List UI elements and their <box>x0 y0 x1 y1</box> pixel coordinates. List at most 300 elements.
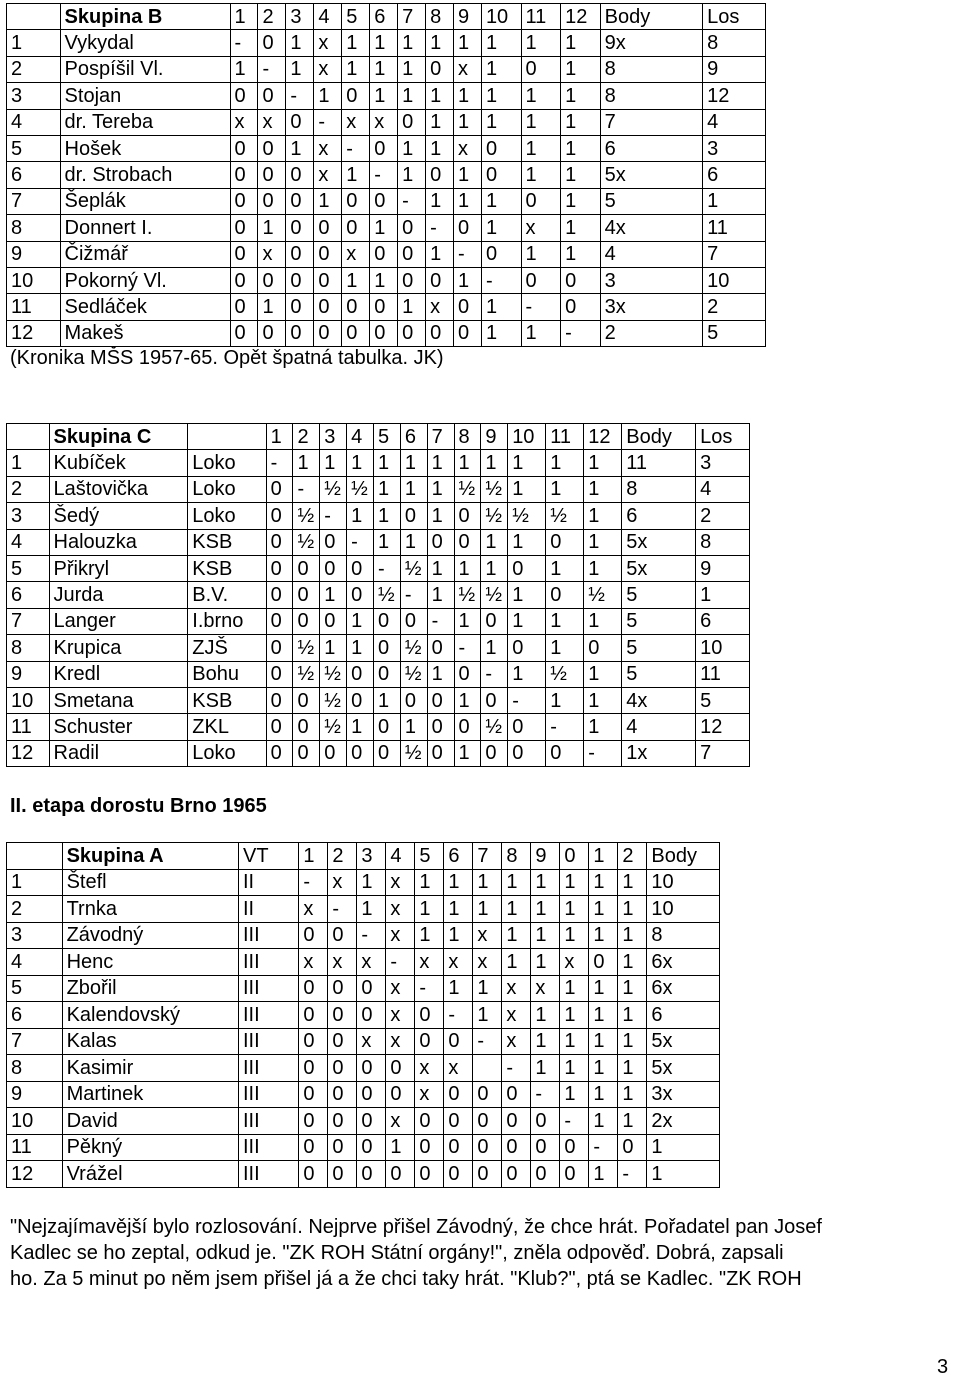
table-cell: 0 <box>560 1161 589 1188</box>
header-cell: 8 <box>426 4 454 30</box>
table-cell: 4 <box>703 109 766 135</box>
table-cell: 1 <box>398 135 426 161</box>
table-cell: 1 <box>531 922 560 949</box>
table-cell: 0 <box>299 1161 328 1188</box>
table-cell: 10 <box>696 635 750 661</box>
table-cell: III <box>239 1028 299 1055</box>
table-cell: 8 <box>7 1055 63 1082</box>
table-cell: 1 <box>521 162 561 188</box>
header-cell: 3 <box>320 424 347 450</box>
table-cell: 0 <box>454 294 482 320</box>
table-cell: 1 <box>561 30 601 56</box>
group-a-table <box>6 842 720 1188</box>
table-cell: - <box>415 975 444 1002</box>
table-cell: 0 <box>299 975 328 1002</box>
header-cell: 11 <box>521 4 561 30</box>
table-header-row <box>7 424 750 450</box>
table-cell: 1 <box>293 450 320 476</box>
table-cell: 7 <box>696 740 750 766</box>
table-cell: Pospíšil Vl. <box>60 56 230 82</box>
table-cell: B.V. <box>188 582 266 608</box>
table-cell: 1 <box>584 529 622 555</box>
table-cell: 1 <box>502 922 531 949</box>
table-cell: 1 <box>546 450 584 476</box>
table-cell: 0 <box>357 1081 386 1108</box>
table-cell: ½ <box>320 476 347 502</box>
table-cell: 0 <box>286 215 314 241</box>
table-cell: 1 <box>473 896 502 923</box>
table-cell: 4x <box>600 215 702 241</box>
table-cell: Langer <box>49 608 188 634</box>
table-cell: - <box>521 294 561 320</box>
table-cell: 0 <box>293 714 320 740</box>
table-cell: 0 <box>328 1108 357 1135</box>
table-cell: 0 <box>286 188 314 214</box>
table-cell: 12 <box>703 83 766 109</box>
table-cell: 0 <box>561 294 601 320</box>
table-cell: 0 <box>426 56 454 82</box>
table-row <box>7 294 766 320</box>
header-cell: 4 <box>347 424 374 450</box>
table-cell: Kubíček <box>49 450 188 476</box>
table-cell: 11 <box>622 450 696 476</box>
table-cell: III <box>239 1002 299 1029</box>
header-cell: 8 <box>502 843 531 870</box>
header-cell: Skupina B <box>60 4 230 30</box>
table-cell: x <box>502 975 531 1002</box>
table-cell: 0 <box>415 1161 444 1188</box>
table-cell: Trnka <box>62 896 238 923</box>
table-cell: 1 <box>561 56 601 82</box>
table-cell: 0 <box>531 1161 560 1188</box>
table-row <box>7 869 720 896</box>
table-cell: 1 <box>589 1002 618 1029</box>
table-cell: 8 <box>600 56 702 82</box>
table-cell: 1 <box>314 83 342 109</box>
table-row <box>7 949 720 976</box>
table-header-row <box>7 843 720 870</box>
table-cell: 0 <box>258 30 286 56</box>
table-cell: 1 <box>286 135 314 161</box>
table-cell: 1 <box>584 476 622 502</box>
header-cell: 1 <box>266 424 293 450</box>
header-cell: 10 <box>508 424 546 450</box>
table-cell: 0 <box>481 162 521 188</box>
table-cell: 2 <box>600 320 702 346</box>
table-cell: 1 <box>531 869 560 896</box>
table-cell: 0 <box>299 922 328 949</box>
header-cell: 12 <box>584 424 622 450</box>
table-cell: 1 <box>427 476 454 502</box>
table-cell: x <box>299 949 328 976</box>
table-cell: 1 <box>589 1108 618 1135</box>
table-row <box>7 162 766 188</box>
table-cell: 0 <box>398 215 426 241</box>
table-cell: 0 <box>314 241 342 267</box>
table-cell: Stojan <box>60 83 230 109</box>
table-row <box>7 922 720 949</box>
table-cell: 1 <box>521 109 561 135</box>
table-row <box>7 582 750 608</box>
table-row <box>7 896 720 923</box>
table-cell: 0 <box>508 714 546 740</box>
table-cell: 1 <box>473 869 502 896</box>
table-cell: Krupica <box>49 635 188 661</box>
table-cell: 1 <box>560 1081 589 1108</box>
table-cell: x <box>357 1028 386 1055</box>
table-cell: ½ <box>293 503 320 529</box>
table-cell: 0 <box>400 503 427 529</box>
table-cell: 5 <box>622 635 696 661</box>
table-cell: 1 <box>454 109 482 135</box>
table-cell: 0 <box>454 320 482 346</box>
table-cell: 1 <box>481 294 521 320</box>
table-cell: ½ <box>373 582 400 608</box>
table-cell: - <box>342 135 370 161</box>
table-row <box>7 1081 720 1108</box>
table-cell: - <box>373 555 400 581</box>
table-cell: 0 <box>357 1108 386 1135</box>
table-cell: 9 <box>7 241 61 267</box>
table-cell: 0 <box>454 503 481 529</box>
table-cell: 0 <box>508 555 546 581</box>
table-cell: 0 <box>415 1002 444 1029</box>
table-cell: 0 <box>258 188 286 214</box>
table-cell: 1 <box>560 1055 589 1082</box>
table-cell: ½ <box>400 661 427 687</box>
table-cell: ½ <box>546 503 584 529</box>
table-row <box>7 267 766 293</box>
table-cell: x <box>328 949 357 976</box>
table-cell: 3 <box>7 922 63 949</box>
table-cell: x <box>314 135 342 161</box>
table-cell: 1x <box>622 740 696 766</box>
table-cell: 0 <box>342 83 370 109</box>
table-cell: 1 <box>370 215 398 241</box>
table-cell: Bohu <box>188 661 266 687</box>
table-cell: Donnert I. <box>60 215 230 241</box>
table-cell: 6 <box>647 1002 720 1029</box>
table-cell: 0 <box>508 635 546 661</box>
table-cell: 1 <box>531 949 560 976</box>
table-cell: 10 <box>647 896 720 923</box>
table-cell: - <box>473 1028 502 1055</box>
table-cell: 1 <box>589 1055 618 1082</box>
table-cell: 6x <box>647 949 720 976</box>
table-cell: 5 <box>7 555 50 581</box>
header-cell: 7 <box>473 843 502 870</box>
table-cell: - <box>546 714 584 740</box>
table-cell: 0 <box>230 241 258 267</box>
table-cell: 7 <box>7 608 50 634</box>
table-cell: x <box>444 1055 473 1082</box>
table-cell: 1 <box>370 83 398 109</box>
table-row <box>7 30 766 56</box>
table-cell: 1 <box>481 109 521 135</box>
table-cell: 1 <box>546 555 584 581</box>
table-cell: 0 <box>546 529 584 555</box>
table-cell: - <box>258 56 286 82</box>
table-cell: Závodný <box>62 922 238 949</box>
table-cell: 0 <box>320 529 347 555</box>
table-cell: 4 <box>600 241 702 267</box>
table-cell: 0 <box>546 740 584 766</box>
table-cell: ½ <box>400 635 427 661</box>
table-cell: x <box>386 1002 415 1029</box>
table-cell: 5 <box>622 661 696 687</box>
table-cell: 1 <box>508 582 546 608</box>
table-cell: 1 <box>589 975 618 1002</box>
table-cell: - <box>454 241 482 267</box>
table-cell: II <box>239 896 299 923</box>
table-cell: 1 <box>454 267 482 293</box>
table-cell: 1 <box>618 1028 647 1055</box>
header-cell: 8 <box>454 424 481 450</box>
table-cell: 1 <box>589 922 618 949</box>
table-cell: 1 <box>454 188 482 214</box>
table-row <box>7 320 766 346</box>
table-cell: Kalas <box>62 1028 238 1055</box>
table-cell: 5x <box>647 1028 720 1055</box>
table-cell: ½ <box>454 582 481 608</box>
table-cell: 1 <box>427 555 454 581</box>
table-cell: 2 <box>7 476 50 502</box>
table-cell: x <box>560 949 589 976</box>
table-cell: 0 <box>373 714 400 740</box>
header-cell: 6 <box>400 424 427 450</box>
table-cell: 0 <box>357 975 386 1002</box>
table-cell: 0 <box>299 1081 328 1108</box>
table-cell: 0 <box>328 975 357 1002</box>
table-cell: 0 <box>286 162 314 188</box>
table-row <box>7 740 750 766</box>
table-cell: 0 <box>266 582 293 608</box>
table-cell: 0 <box>286 109 314 135</box>
table-cell: 1 <box>561 135 601 161</box>
table-cell: 0 <box>415 1134 444 1161</box>
table-cell: 11 <box>7 714 50 740</box>
header-cell: 9 <box>531 843 560 870</box>
table-cell: 0 <box>266 661 293 687</box>
table-cell: x <box>357 949 386 976</box>
table-cell: 8 <box>622 476 696 502</box>
table-cell: dr. Strobach <box>60 162 230 188</box>
table-cell: 0 <box>258 320 286 346</box>
table-cell: ½ <box>546 661 584 687</box>
table-cell: - <box>502 1055 531 1082</box>
table-cell: ½ <box>400 740 427 766</box>
table-row <box>7 109 766 135</box>
table-cell: 1 <box>618 1002 647 1029</box>
table-cell: 0 <box>426 267 454 293</box>
table-cell: 0 <box>293 740 320 766</box>
table-cell: 1 <box>444 896 473 923</box>
header-cell: 6 <box>370 4 398 30</box>
table-cell: 1 <box>502 869 531 896</box>
table-cell: 1 <box>531 1002 560 1029</box>
table-cell: 9 <box>7 661 50 687</box>
table-cell: 1 <box>618 949 647 976</box>
table-cell: 0 <box>370 135 398 161</box>
table-cell: 0 <box>328 1081 357 1108</box>
table-cell: 0 <box>314 294 342 320</box>
table-cell: 1 <box>584 450 622 476</box>
table-cell: 1 <box>342 267 370 293</box>
table-cell: 0 <box>531 1108 560 1135</box>
table-cell: 8 <box>703 30 766 56</box>
table-cell: 1 <box>696 582 750 608</box>
table-cell: 1 <box>561 109 601 135</box>
table-cell: 1 <box>286 56 314 82</box>
table-cell: 1 <box>589 1028 618 1055</box>
header-cell: 2 <box>293 424 320 450</box>
table-cell: 1 <box>560 975 589 1002</box>
table-cell: x <box>454 135 482 161</box>
table-cell: 0 <box>426 162 454 188</box>
table-cell: 1 <box>561 83 601 109</box>
table-row <box>7 529 750 555</box>
table-cell: 1 <box>454 162 482 188</box>
table-cell: Loko <box>188 450 266 476</box>
table-cell: 0 <box>357 1055 386 1082</box>
table-cell: 1 <box>398 83 426 109</box>
table-cell: 1 <box>508 661 546 687</box>
table-cell: 0 <box>357 1134 386 1161</box>
table-cell: 0 <box>299 1002 328 1029</box>
table-cell: Vrážel <box>62 1161 238 1188</box>
header-cell: 5 <box>342 4 370 30</box>
table-cell: 3 <box>703 135 766 161</box>
table-cell: 0 <box>398 109 426 135</box>
table-cell: 5x <box>647 1055 720 1082</box>
header-cell: Los <box>696 424 750 450</box>
table-cell: 6x <box>647 975 720 1002</box>
table-cell: 0 <box>266 608 293 634</box>
table-cell: Makeš <box>60 320 230 346</box>
table-cell: 0 <box>398 320 426 346</box>
table-cell: 9 <box>703 56 766 82</box>
table-cell: 1 <box>560 922 589 949</box>
table-cell: 1 <box>7 869 63 896</box>
table-cell: 0 <box>357 1002 386 1029</box>
table-cell: 1 <box>373 450 400 476</box>
table-cell: 1 <box>427 450 454 476</box>
table-cell: 0 <box>266 476 293 502</box>
table-cell: 1 <box>481 529 508 555</box>
table-cell: Henc <box>62 949 238 976</box>
table-cell: x <box>299 896 328 923</box>
table-cell: 1 <box>589 1081 618 1108</box>
table-cell: 0 <box>521 188 561 214</box>
table-cell: 3x <box>647 1081 720 1108</box>
table-cell: 1 <box>373 687 400 713</box>
table-cell: 1 <box>427 503 454 529</box>
header-cell: Body <box>647 843 720 870</box>
header-cell: Body <box>622 424 696 450</box>
table-cell: ½ <box>508 503 546 529</box>
table-cell: 0 <box>342 320 370 346</box>
table-cell: - <box>320 503 347 529</box>
table-cell: 1 <box>481 555 508 581</box>
table-cell: KSB <box>188 687 266 713</box>
table-row <box>7 714 750 740</box>
table-cell: dr. Tereba <box>60 109 230 135</box>
table-cell: Radil <box>49 740 188 766</box>
table-cell: 4 <box>7 529 50 555</box>
table-row <box>7 555 750 581</box>
table-cell: x <box>386 1108 415 1135</box>
header-cell: 2 <box>618 843 647 870</box>
table-cell: x <box>258 109 286 135</box>
table-cell: 1 <box>454 450 481 476</box>
table-cell: - <box>561 320 601 346</box>
quote-line: ho. Za 5 minut po něm jsem přišel já a že chci taky hrát. "Klub?", ptá se Kadlec. "ZK ROH <box>10 1268 802 1290</box>
table-cell: 0 <box>521 267 561 293</box>
table-cell: 1 <box>286 30 314 56</box>
table-cell: x <box>314 162 342 188</box>
table-cell: 1 <box>584 661 622 687</box>
quote-line: Kadlec se ho zeptal, odkud je. "ZK ROH Státní orgány!", zněla odpověď. Dobrá, zapsali <box>10 1242 784 1264</box>
table-cell: 1 <box>521 241 561 267</box>
table-cell: 0 <box>266 555 293 581</box>
table-cell: 1 <box>508 476 546 502</box>
table-cell: 1 <box>703 188 766 214</box>
table-cell: 0 <box>357 1161 386 1188</box>
table-cell: 0 <box>386 1055 415 1082</box>
table-cell: Halouzka <box>49 529 188 555</box>
table-cell <box>473 1055 502 1082</box>
table-cell: x <box>502 1002 531 1029</box>
table-cell: 3 <box>7 83 61 109</box>
table-cell: 0 <box>481 687 508 713</box>
chronicle-quote <box>10 1214 956 1292</box>
table-cell: 0 <box>370 188 398 214</box>
table-cell: 7 <box>600 109 702 135</box>
table-cell: 5 <box>600 188 702 214</box>
table-cell: 0 <box>481 608 508 634</box>
table-cell: 0 <box>266 740 293 766</box>
table-cell: 0 <box>347 555 374 581</box>
table-cell: x <box>386 975 415 1002</box>
table-cell: x <box>342 109 370 135</box>
table-cell: - <box>426 215 454 241</box>
table-cell: 0 <box>473 1161 502 1188</box>
table-cell: 0 <box>531 1134 560 1161</box>
table-cell: 0 <box>427 687 454 713</box>
table-cell: x <box>314 30 342 56</box>
table-cell: ½ <box>320 687 347 713</box>
table-cell: 0 <box>584 635 622 661</box>
table-cell: III <box>239 1161 299 1188</box>
table-cell: 0 <box>502 1134 531 1161</box>
table-cell: 6 <box>7 162 61 188</box>
table-cell: Sedláček <box>60 294 230 320</box>
table-cell: x <box>342 241 370 267</box>
table-cell: 1 <box>444 869 473 896</box>
table-cell: III <box>239 1108 299 1135</box>
table-cell: - <box>328 896 357 923</box>
table-cell: 0 <box>328 1002 357 1029</box>
table-cell: 1 <box>589 1161 618 1188</box>
table-cell: x <box>328 869 357 896</box>
table-cell: - <box>400 582 427 608</box>
table-cell: 1 <box>373 503 400 529</box>
table-cell: 1 <box>230 56 258 82</box>
table-cell: 1 <box>398 30 426 56</box>
table-cell: 0 <box>454 529 481 555</box>
table-cell: 0 <box>299 1108 328 1135</box>
table-cell: 0 <box>400 687 427 713</box>
